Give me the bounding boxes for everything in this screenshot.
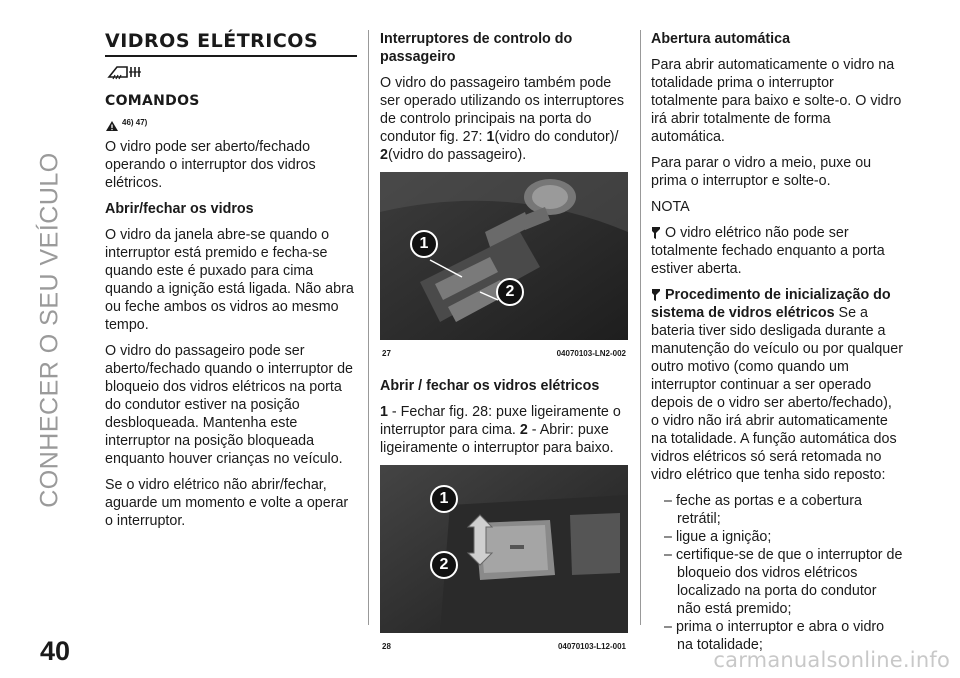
paragraph: 1 - Fechar fig. 28: puxe ligeiramente o interruptor para cima. 2 - Abrir: puxe ligeiramente o interruptor para baixo. <box>380 404 621 456</box>
heading: Abrir / fechar os vidros elétricos <box>380 378 600 394</box>
note-icon <box>651 288 662 302</box>
heading: Abrir/fechar os vidros <box>105 201 254 217</box>
figure-caption: 27 04070103-LN2-002 <box>382 349 626 358</box>
column-divider <box>640 30 641 625</box>
heading: Interruptores de controlo do passageiro <box>380 31 573 65</box>
paragraph: Se o vidro elétrico não abrir/fechar, aguarde um momento e volte a operar o interruptor. <box>105 477 349 529</box>
section-title: VIDROS ELÉTRICOS <box>105 30 357 57</box>
callout-2: 2 <box>430 551 458 579</box>
list-item: – feche as portas e a cobertura retrátil; <box>651 492 903 528</box>
warning-refs <box>105 114 357 132</box>
list-item: – ligue a ignição; <box>651 528 903 546</box>
note-icon <box>651 226 662 240</box>
heading: Abertura automática <box>651 31 791 47</box>
callout-1: 1 <box>430 485 458 513</box>
window-icon <box>107 63 357 86</box>
figure-27 <box>380 172 628 363</box>
paragraph: O vidro da janela abre-se quando o interruptor está premido e fecha-se quando este é puxado para cima quando a ignição está ligada. Não abra ou feche ambos os vidros ao mesmo tempo. <box>105 227 354 333</box>
paragraph: Para abrir automaticamente o vidro na totalidade prima o interruptor totalmente para baixo e solte-o. O vidro irá abrir totalmente de forma automática. <box>651 57 902 145</box>
watermark: carmanualsonline.info <box>713 648 950 672</box>
figure-caption: 28 04070103-L12-001 <box>382 642 626 651</box>
window-switch-closeup-image <box>380 465 628 633</box>
column-divider <box>368 30 369 625</box>
note-paragraph: O vidro elétrico não pode ser totalmente fechado enquanto a porta estiver aberta. <box>651 225 885 277</box>
callout-1: 1 <box>410 230 438 258</box>
paragraph: O vidro pode ser aberto/fechado operando o interruptor dos vidros elétricos. <box>105 139 316 191</box>
callout-2: 2 <box>496 278 524 306</box>
list-item: – certifique-se de que o interruptor de bloqueio dos vidros elétricos localizado na porta do condutor não está premido; <box>651 546 903 618</box>
column-2 <box>380 30 630 656</box>
paragraph: Para parar o vidro a meio, puxe ou prima o interruptor e solte-o. <box>651 155 872 189</box>
figure-image <box>380 172 628 340</box>
figure-28 <box>380 465 628 656</box>
paragraph: O vidro do passageiro também pode ser operado utilizando os interruptores de controlo principais na porta do condutor fig. 27: 1(vidro do condutor)/ 2(vidro do passageiro). <box>380 75 624 163</box>
figure-image <box>380 465 628 633</box>
column-3 <box>651 30 903 654</box>
paragraph: Procedimento de inicialização do sistema de vidros elétricos Se a bateria tiver sido desligada durante a manutenção do veículo ou por qualquer outro motivo (como quando um interruptor continuar a ser operado depois de o vidro ser aberto/fechado), o vidro não irá abrir automaticamente na totalidade. A função automática dos vidros elétricos só será retomada no vidro elétrico que tenha sido reposto: <box>651 287 903 483</box>
page-number: 40 <box>40 636 71 666</box>
paragraph: O vidro do passageiro pode ser aberto/fechado quando o interruptor de bloqueio dos vidros elétricos na porta do condutor estiver na posição desbloqueada. Mantenha este interruptor na posição bloqueada enquanto houver crianças no veículo. <box>105 343 353 467</box>
column-1 <box>105 30 357 538</box>
refs-text: 46) 47) <box>122 118 148 127</box>
list-item: – prima o interruptor e abra o vidro na totalidade; <box>651 618 903 654</box>
warning-icon <box>105 120 119 132</box>
steps-list <box>651 492 903 654</box>
note-label: NOTA <box>651 199 690 215</box>
subsection-title: COMANDOS <box>105 93 200 109</box>
chapter-title: CONHECER O SEU VEÍCULO <box>35 152 64 508</box>
